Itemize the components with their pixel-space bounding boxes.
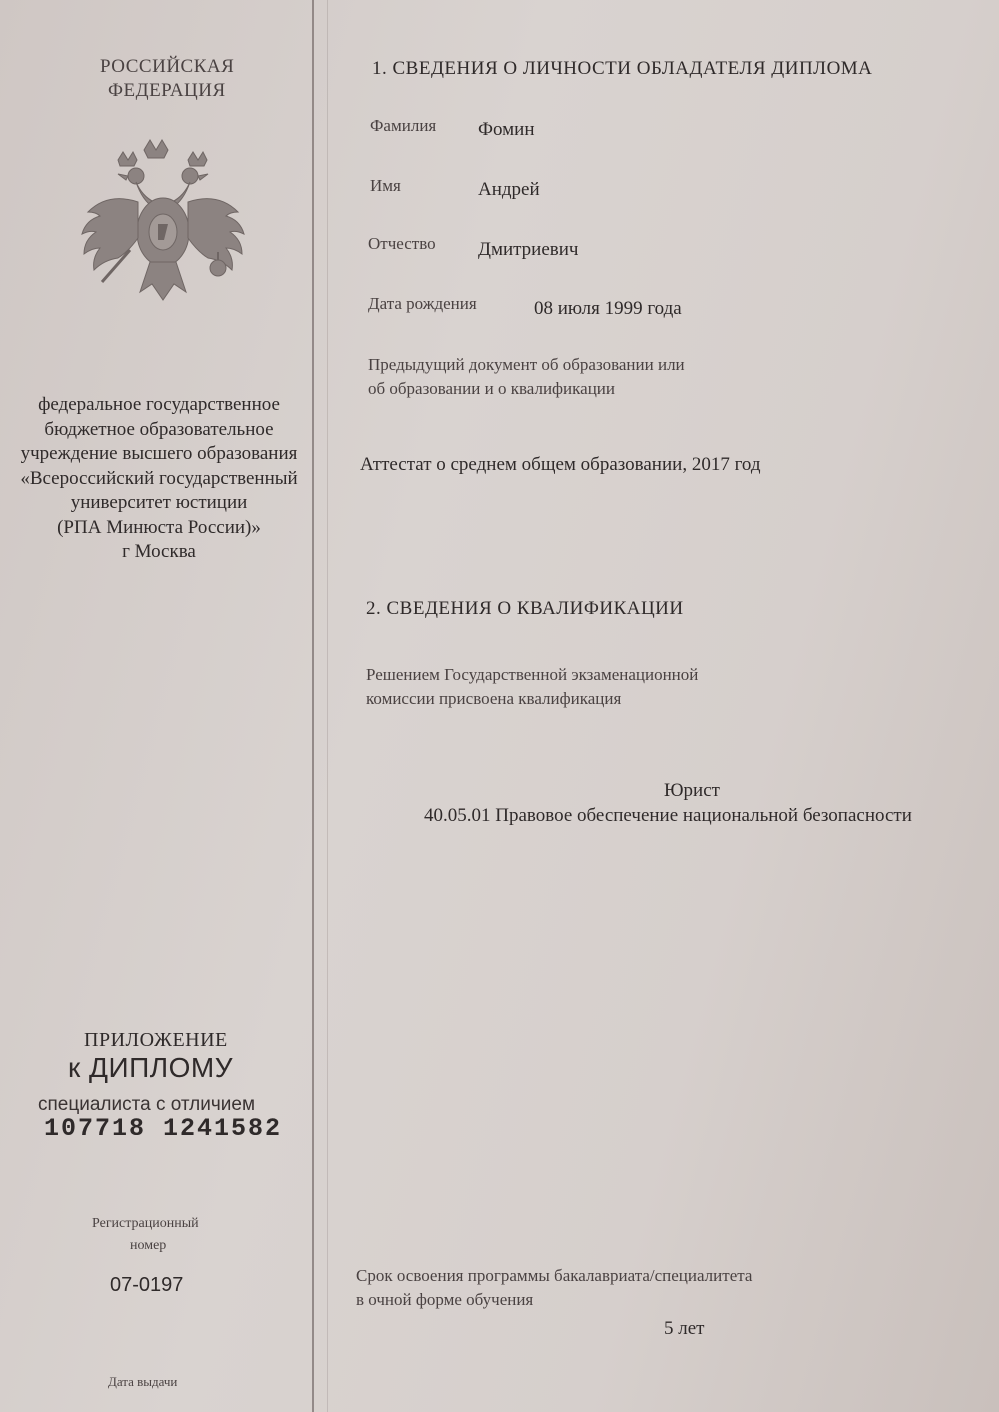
institution-city: г Москва <box>122 541 196 562</box>
surname-label: Фамилия <box>370 116 437 135</box>
patronymic-label: Отчество <box>368 234 436 253</box>
qualification-value: Юрист <box>664 780 720 801</box>
section1-title: 1. СВЕДЕНИЯ О ЛИЧНОСТИ ОБЛАДАТЕЛЯ ДИПЛОМА <box>372 58 873 79</box>
reg-number-label-line-1: Регистрационный <box>92 1216 199 1231</box>
supplement-title-line-1: ПРИЛОЖЕНИЕ <box>84 1029 228 1051</box>
term-label-line-1: Срок освоения программы бакалавриата/специалитета <box>356 1266 753 1285</box>
prev-doc-value: Аттестат о среднем общем образовании, 2017 год <box>360 454 761 475</box>
institution-line: учреждение высшего образования <box>20 443 298 464</box>
country-line-2: ФЕДЕРАЦИЯ <box>108 80 226 101</box>
dob-label: Дата рождения <box>368 294 477 313</box>
term-label-line-2: в очной форме обучения <box>356 1290 534 1309</box>
name-value: Андрей <box>478 179 540 200</box>
institution-line: бюджетное образовательное <box>44 418 274 440</box>
page-divider-shadow <box>327 0 328 1412</box>
institution-line: университет юстиции <box>70 492 248 513</box>
russian-coat-of-arms-icon <box>78 132 248 310</box>
page-divider <box>312 0 314 1412</box>
country-line-1: РОССИЙСКАЯ <box>100 56 235 77</box>
institution-line: федеральное государственное <box>38 394 280 415</box>
term-value: 5 лет <box>664 1318 705 1339</box>
issue-date-label: Дата выдачи <box>108 1374 178 1389</box>
decision-line-2: комиссии присвоена квалификация <box>366 689 622 708</box>
reg-number-value: 07-0197 <box>110 1274 184 1296</box>
decision-line-1: Решением Государственной экзаменационной <box>366 665 699 684</box>
institution-line: (РПА Минюста России)» <box>57 516 261 538</box>
supplement-title-line-2: к ДИПЛОМУ <box>68 1052 234 1083</box>
surname-value: Фомин <box>478 119 535 140</box>
supplement-type: специалиста с отличием <box>38 1094 256 1115</box>
patronymic-value: Дмитриевич <box>478 239 579 260</box>
name-label: Имя <box>370 176 401 195</box>
prev-doc-label-line-2: об образовании и о квалификации <box>368 379 615 398</box>
reg-number-label-line-2: номер <box>130 1238 167 1253</box>
specialty-value: 40.05.01 Правовое обеспечение национальной безопасности <box>424 805 912 826</box>
dob-value: 08 июля 1999 года <box>534 298 682 319</box>
serial-number: 107718 1241582 <box>44 1114 283 1143</box>
institution-line: «Всероссийский государственный <box>20 467 298 489</box>
prev-doc-label-line-1: Предыдущий документ об образовании или <box>368 355 685 374</box>
institution-block <box>0 393 318 565</box>
section2-title: 2. СВЕДЕНИЯ О КВАЛИФИКАЦИИ <box>366 598 684 619</box>
